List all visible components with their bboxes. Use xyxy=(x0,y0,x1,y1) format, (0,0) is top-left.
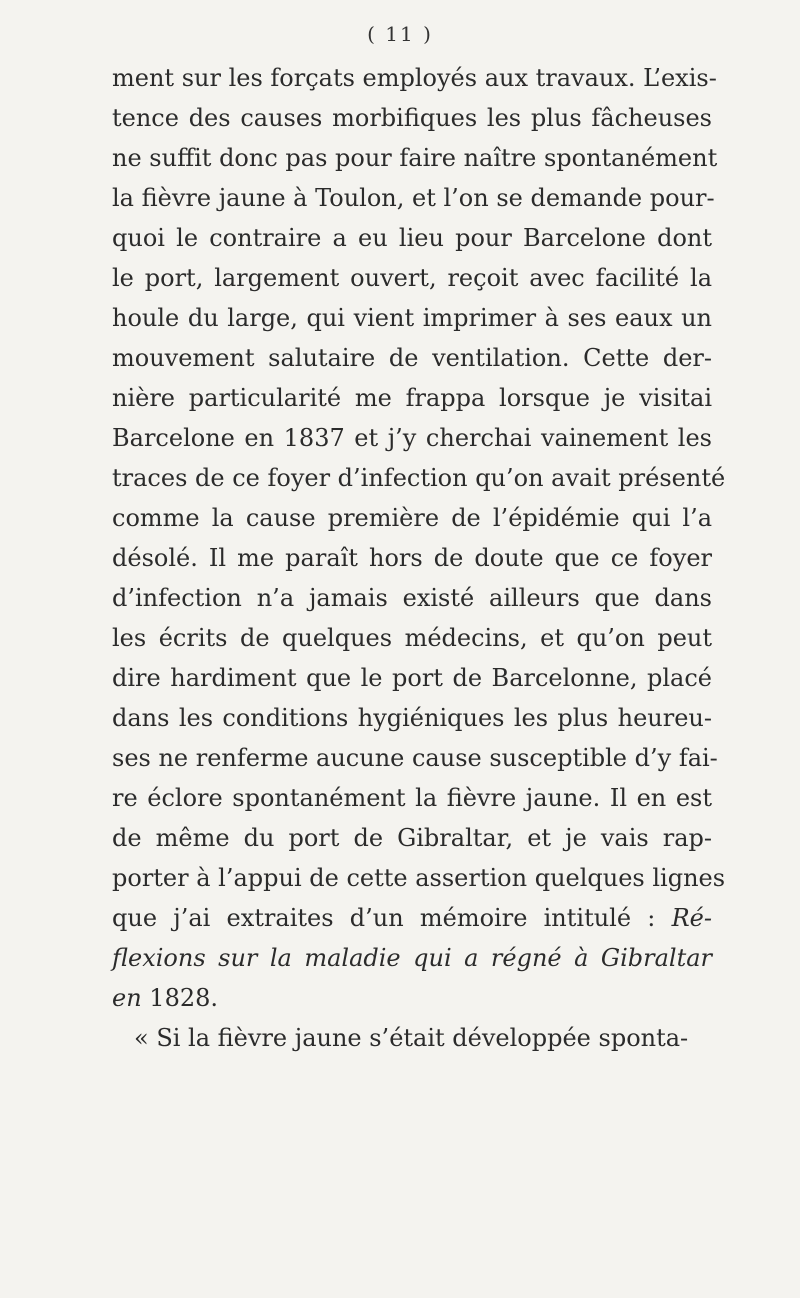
text-line: Barcelone en 1837 et j’y cherchai vainement les xyxy=(112,424,712,452)
text-line: le port, largement ouvert, reçoit avec facilité la xyxy=(112,264,712,292)
italic-title-fragment: en xyxy=(112,984,142,1012)
text-line: nière particularité me frappa lorsque je visitai xyxy=(112,384,712,412)
quote-opening-line: « Si la fièvre jaune s’était développée sponta- xyxy=(134,1024,689,1052)
text-line: quoi le contraire a eu lieu pour Barcelone dont xyxy=(112,224,712,252)
page-number: ( 11 ) xyxy=(367,22,433,46)
text-line: ne suffit donc pas pour faire naître spontanément xyxy=(112,144,718,172)
text-line: houle du large, qui vient imprimer à ses eaux un xyxy=(112,304,712,332)
text-line: comme la cause première de l’épidémie qui l’a xyxy=(112,504,712,532)
text-line xyxy=(112,978,712,1018)
italic-title-fragment: Ré- xyxy=(671,904,712,932)
text-line: la fièvre jaune à Toulon, et l’on se demande pour- xyxy=(112,184,715,212)
text-line: les écrits de quelques médecins, et qu’on peut xyxy=(112,624,712,652)
text-line: tence des causes morbifiques les plus fâcheuses xyxy=(112,104,712,132)
text-line: dans les conditions hygiéniques les plus heureu- xyxy=(112,704,712,732)
text-line: de même du port de Gibraltar, et je vais rap- xyxy=(112,824,712,852)
text-line: mouvement salutaire de ventilation. Cette der- xyxy=(112,344,712,372)
text-line xyxy=(112,898,712,938)
body-text xyxy=(112,58,726,1058)
text-line: ment sur les forçats employés aux travaux. L’exis- xyxy=(112,64,717,92)
text-line: désolé. Il me paraît hors de doute que ce foyer xyxy=(112,544,712,572)
italic-title-line: flexions sur la maladie qui a régné à Gibraltar xyxy=(112,944,712,972)
text-line: re éclore spontanément la fièvre jaune. Il en est xyxy=(112,784,712,812)
text-fragment: que j’ai extraites d’un mémoire intitulé : xyxy=(112,904,656,932)
text-line: d’infection n’a jamais existé ailleurs que dans xyxy=(112,584,712,612)
text-line: dire hardiment que le port de Barcelonne, placé xyxy=(112,664,712,692)
text-line: porter à l’appui de cette assertion quelques lignes xyxy=(112,864,726,892)
title-year: 1828. xyxy=(141,984,219,1012)
text-line: traces de ce foyer d’infection qu’on avait présenté xyxy=(112,464,726,492)
text-line: ses ne renferme aucune cause susceptible d’y fai- xyxy=(112,744,718,772)
